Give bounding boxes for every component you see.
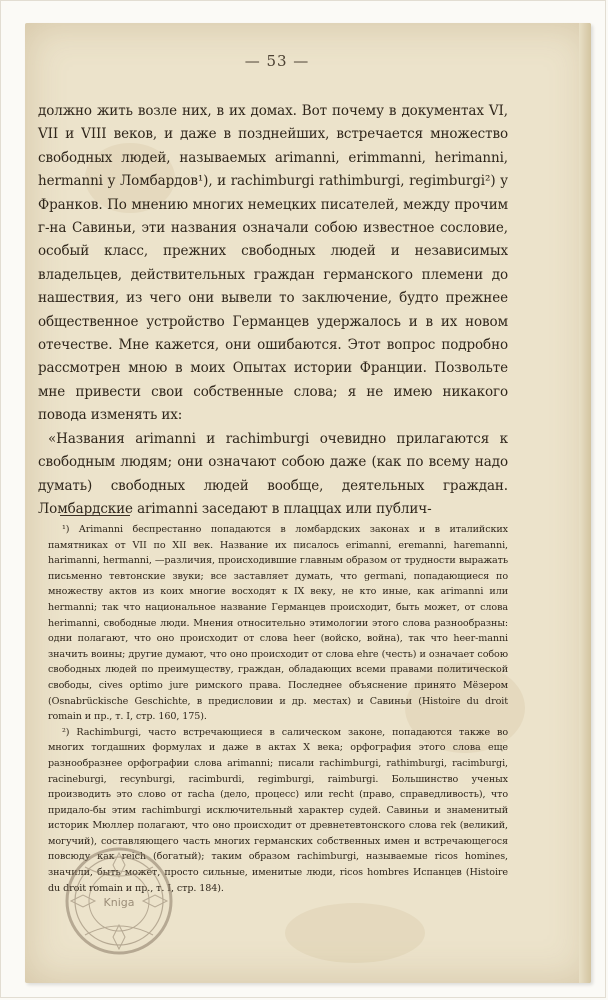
main-text — [38, 100, 508, 521]
footnote-2: ²) Rachimburgi, часто встречающиеся в салическом законе, попадаются также во многих тогдашних формулах и даже в актах X века; орфография этого слова еще разнообразнее орфографии слова arimanni; писали rachimburgi, rathimburgi, racimburgi, racineburgi, recynburgi, racimburdi, regimburgi, raimburgi. Большинство ученых производить это слово от racha (дело, процесс) или recht (право, справедливость), что придало-бы этим rachimburgi исключительный характер судей. Савиньи и знаменитый историк Мюллер полагают, что оно происходит от древнетевтонского слова rek (великий, могучий), составляющего часть многих германских собственных имен и встречающегося повсюду как reich (богатый); таким образом rachimburgi, называемые ricos homines, значили, быть может, просто сильные, именитые люди, ricos hombres Испанцев (Histoire du droit romain и пр., т. I, стр. 184). — [48, 726, 508, 894]
paper-stain — [285, 903, 425, 963]
main-paragraph: должно жить возле них, в их домах. Вот почему в документах VI, VII и VIII веков, и даже в позднейших, встречается множество свободных людей, называемых arimanni, erimmanni, herimanni, hermanni у Ломбардов¹), и rachimburgi rathimburgi, regimburgi²) у Франков. По мнению многих немецких писателей, между прочим г-на Савиньи, эти названия означали собою известное сословие, особый класс, прежних свободных людей и независимых владельцев, действительных граждан германского племени до нашествия, из чего они вывели то заключение, будто прежнее общественное устройство Германцев удержалось и в их новом отечестве. Мне кажется, они ошибаются. Этот вопрос подробно рассмотрен мною в моих Опытах истории Франции. Позвольте мне привести свои собственные слова; я не имею никакого повода изменять их: — [38, 103, 508, 424]
footnote-1: ¹) Arimanni беспрестанно попадаются в ломбардских законах и в италийских памятниках от VII по XII век. Название их писалось erimanni, eremanni, haremanni, harimanni, hermanni, —различия, происходившие главным образом от трудности выражать письменно тевтонские звуки; все заставляет думать, что germani, попадающиеся по множеству актов из коих многие восходят к IX веку, не кто иные, как arimanni или hermanni; так что национальное название Германцев происходит, быть может, от слова herimanni, свободные люди. Мнения относительно этимологии этого слова разнообразны: одни полагают, что оно происходит от слова heer (войско, война), так что heer-manni значить воины; другие думают, что оно происходит от слова ehre (честь) и означает собою свободных людей по преимуществу, граждан, обладающих всеми правами политической свободы, cives optimo jure римского права. Последнее объяснение принято Мёзером (Osnabrückische Geschichte, в предисловии и др. местах) и Савиньи (Histoire du droit romain и пр., т. I, стр. 160, 175). — [48, 524, 508, 723]
antiquarian-stamp — [63, 845, 175, 957]
page-number: — 53 — — [244, 52, 310, 70]
svg-text:Kniga: Kniga — [103, 896, 135, 909]
footnotes — [48, 522, 508, 896]
main-paragraph: «Названия arimanni и rachimburgi очевидно прилагаются к свободным людям; они означают собою даже (как по всему надо думать) свободных людей вообще, деятельных граждан. Ломбардские arimanni заседают в плаццах или публич- — [38, 430, 508, 517]
footnote-separator — [60, 515, 130, 516]
page-edge — [579, 23, 591, 983]
